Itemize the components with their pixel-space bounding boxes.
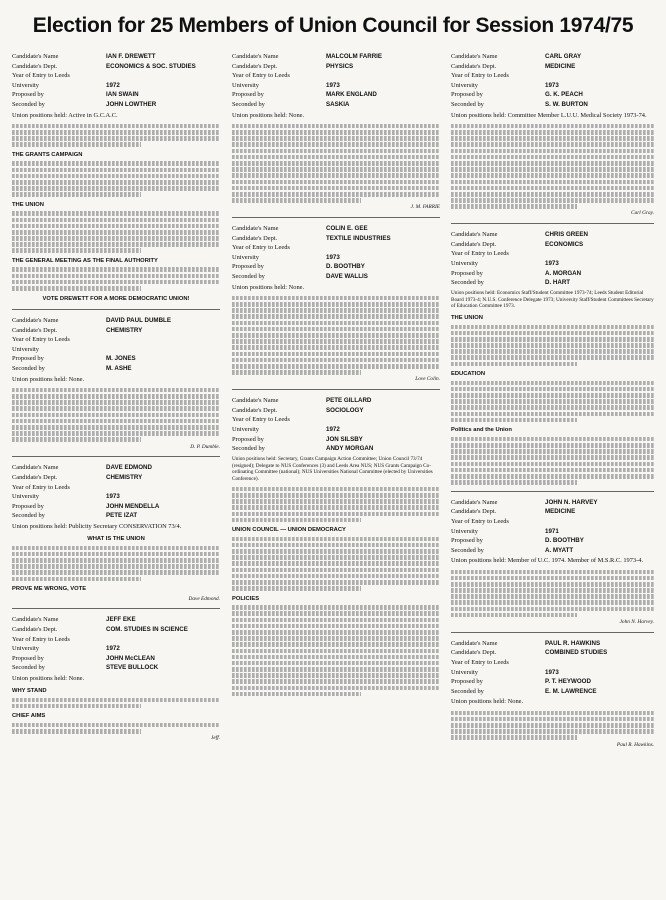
- candidate-signature: J. M. FARRIE: [410, 204, 440, 211]
- positions-held: Union positions held: None.: [12, 674, 85, 682]
- proposed-by: JOHN MENDELLA: [106, 502, 160, 510]
- positions-held: Union positions held: Secretary, Grants Campaign Action Committee; Union Council 73/74 (resigned); Delegate to NUS Conferences (3) and Leeds Area NUS; NUS Grants Campaign Co-ordinating Committee (national); NUS Universities National Committee (elected by Universities Conference).: [232, 455, 433, 482]
- candidate-year: 1971: [545, 527, 559, 535]
- candidate-dept: CHEMISTRY: [106, 326, 143, 334]
- proposed-by: G. K. PEACH: [545, 91, 583, 99]
- section-heading: VOTE DREWETT FOR A MORE DEMOCRATIC UNION!: [42, 295, 190, 302]
- seconded-by: M. ASHE: [106, 365, 132, 373]
- candidate-signature: D. P. Dumble.: [190, 443, 220, 450]
- candidate-year: 1972: [326, 425, 340, 433]
- seconded-by: D. HART: [545, 279, 571, 287]
- positions-held: Union positions held: Active in G.C.A.C.: [12, 111, 118, 119]
- proposed-by: D. BOOTHBY: [326, 263, 365, 271]
- seconded-by: PETE IZAT: [106, 512, 138, 520]
- candidate-block: Candidate's Name COLIN E. GEE Candidate's Dept. TEXTILE INDUSTRIES Year of Entry to Leeds University 1973 Proposed by D. BOOTHBY Seconded by DAVE WALLIS Union positions held: None. Love Colin.: [232, 225, 440, 383]
- candidate-block: Candidate's Name PETE GILLARD Candidate's Dept. SOCIOLOGY Year of Entry to Leeds University 1972 Proposed by JON SILSBY Seconded by ANDY MORGAN Union positions held: Secretary, Grants Campaign Action Committee; Union Council 73/74 (resigned); Delegate to NUS Conferences (3) and Leeds Area NUS; NUS Grants Campaign Co-ordinating Committee (national); NUS Universities National Committee (elected by Universities Conference). UNION COUNCIL — UNION DEMOCRACY POLICIES: [232, 396, 440, 696]
- section-heading: THE UNION: [12, 201, 44, 208]
- seconded-by: A. MYATT: [545, 546, 574, 554]
- candidate-block: Candidate's Name CHRIS GREEN Candidate's Dept. ECONOMICS Year of Entry to Leeds University 1973 Proposed by A. MORGAN Seconded by D. HART Union positions held: Economics Staff/Student Committee 1973-74; Leeds Student Editorial Board 1973-4; N.U.S. Conference Delegate 1973; University Staff/Student Committees Secretary of Education Committee 1973. THE UNION EDUCATION Politics and the Union: [451, 230, 654, 484]
- candidate-name: DAVID PAUL DUMBLE: [106, 317, 171, 325]
- proposed-by: A. MORGAN: [545, 269, 582, 277]
- section-heading: POLICIES: [232, 595, 260, 602]
- candidate-dept: SOCIOLOGY: [326, 406, 364, 414]
- candidate-dept: PHYSICS: [326, 62, 354, 70]
- seconded-by: S. W. BURTON: [545, 101, 588, 109]
- candidate-name: IAN F. DREWETT: [106, 53, 156, 60]
- candidate-name: MALCOLM FARRIE: [326, 53, 383, 60]
- positions-held: Union positions held: None.: [12, 375, 85, 383]
- candidate-block: Candidate's Name IAN F. DREWETT Candidate's Dept. ECONOMICS & SOC. STUDIES Year of Entry to Leeds University 1972 Proposed by IAN SWAIN Seconded by JOHN LOWTHER Union positions held: Active in G.C.A.C. THE GRANTS CAMPAIGN THE UNION THE GENERAL MEETING AS THE FINAL AUTHORITY VOTE DREWETT FOR A MORE DEMOCRATIC UNION!: [12, 52, 220, 303]
- proposed-by: M. JONES: [106, 355, 136, 363]
- candidate-dept: ECONOMICS & SOC. STUDIES: [106, 62, 196, 70]
- section-heading: UNION COUNCIL — UNION DEMOCRACY: [232, 527, 346, 534]
- proposed-by: JON SILSBY: [326, 435, 363, 443]
- candidate-signature: John N. Harvey.: [619, 619, 654, 626]
- column-2: [232, 52, 440, 698]
- positions-held: Union positions held: Publicity Secretary CONSERVATION 73/4.: [12, 522, 182, 530]
- candidate-year: 1973: [545, 81, 559, 89]
- candidate-block: Candidate's Name DAVID PAUL DUMBLE Candidate's Dept. CHEMISTRY Year of Entry to Leeds University Proposed by M. JONES Seconded by M. ASHE Union positions held: None. D. P. Dumble.: [12, 317, 220, 450]
- candidate-year: 1973: [326, 253, 340, 261]
- positions-held: Union positions held: None.: [451, 698, 524, 706]
- section-heading: WHAT IS THE UNION: [87, 536, 145, 543]
- proposed-by: JOHN McCLEAN: [106, 654, 155, 662]
- candidate-dept: MEDICINE: [545, 508, 576, 516]
- candidate-signature: Love Colin.: [415, 376, 440, 383]
- candidate-block: Candidate's Name PAUL R. HAWKINS Candidate's Dept. COMBINED STUDIES Year of Entry to Leeds University 1973 Proposed by P. T. HEYWOOD Seconded by E. M. LAWRENCE Union positions held: None. Paul R. Hawkins.: [451, 639, 654, 748]
- seconded-by: DAVE WALLIS: [326, 273, 368, 281]
- section-heading: PROVE ME WRONG, VOTE: [12, 586, 87, 593]
- positions-held: Union positions held: Member of U.C. 1974. Member of M.S.R.C. 1973-4.: [451, 557, 644, 565]
- proposed-by: MARK ENGLAND: [326, 91, 377, 99]
- candidate-signature: Dave Edmond.: [188, 595, 220, 602]
- candidate-block: Candidate's Name MALCOLM FARRIE Candidate's Dept. PHYSICS Year of Entry to Leeds University 1973 Proposed by MARK ENGLAND Seconded by SASKIA Union positions held: None. J. M. FARRIE: [232, 53, 440, 211]
- candidate-name: CHRIS GREEN: [545, 231, 588, 239]
- candidate-year: 1973: [545, 668, 559, 676]
- section-heading: THE GENERAL MEETING AS THE FINAL AUTHORITY: [12, 258, 158, 265]
- column-1: [12, 52, 220, 742]
- candidate-dept: TEXTILE INDUSTRIES: [326, 234, 391, 242]
- positions-held: Union positions held: None.: [232, 111, 305, 119]
- proposed-by: P. T. HEYWOOD: [545, 678, 591, 686]
- proposed-by: D. BOOTHBY: [545, 537, 584, 545]
- candidate-year: 1973: [106, 493, 120, 501]
- page-headline: Election for 25 Members of Union Council for Session 1974/75: [32, 14, 634, 37]
- seconded-by: E. M. LAWRENCE: [545, 687, 597, 695]
- positions-held: Union positions held: Economics Staff/Student Committee 1973-74; Leeds Student Editorial Board 1973-4; N.U.S. Conference Delegate 1973; University Staff/Student Committees Secretary of Education Committee 1973.: [451, 289, 654, 310]
- candidate-name: JEFF EKE: [106, 616, 136, 624]
- column-3: [451, 52, 654, 748]
- seconded-by: SASKIA: [326, 101, 350, 109]
- candidate-dept: MEDICINE: [545, 62, 576, 70]
- candidate-year: 1972: [106, 645, 120, 653]
- candidate-year: 1973: [545, 260, 559, 268]
- section-heading: THE UNION: [451, 315, 483, 322]
- candidate-block: Candidate's Name DAVE EDMOND Candidate's Dept. CHEMISTRY Year of Entry to Leeds University 1973 Proposed by JOHN MENDELLA Seconded by PETE IZAT Union positions held: Publicity Secretary CONSERVATION 73/4. WHAT IS THE UNION PROVE ME WRONG, VOTE Dave Edmond.: [12, 464, 220, 602]
- section-heading: WHY STAND: [12, 688, 47, 695]
- candidate-dept: COMBINED STUDIES: [545, 649, 608, 657]
- candidate-name: JOHN N. HARVEY: [545, 498, 598, 506]
- candidate-signature: Paul R. Hawkins.: [616, 741, 654, 748]
- candidate-year: 1972: [106, 81, 120, 89]
- seconded-by: JOHN LOWTHER: [106, 101, 157, 109]
- candidate-dept: ECONOMICS: [545, 240, 584, 248]
- candidate-signature: Carl Gray.: [631, 210, 654, 217]
- positions-held: Union positions held: Committee Member L.U.U. Medical Society 1973-74.: [451, 111, 647, 119]
- candidate-dept: COM. STUDIES IN SCIENCE: [106, 625, 188, 633]
- seconded-by: STEVE BULLOCK: [106, 664, 159, 672]
- section-heading: EDUCATION: [451, 371, 486, 378]
- candidate-block: Candidate's Name JEFF EKE Candidate's Dept. COM. STUDIES IN SCIENCE Year of Entry to Leeds University 1972 Proposed by JOHN McCLEAN Seconded by STEVE BULLOCK Union positions held: None. WHY STAND CHIEF AIMS Jeff.: [12, 616, 220, 742]
- candidate-year: 1973: [326, 81, 340, 89]
- section-heading: CHIEF AIMS: [12, 713, 46, 720]
- section-heading: THE GRANTS CAMPAIGN: [12, 152, 83, 158]
- candidate-name: COLIN E. GEE: [326, 225, 368, 233]
- candidate-dept: CHEMISTRY: [106, 473, 143, 481]
- candidate-name: CARL GRAY: [545, 53, 582, 60]
- seconded-by: ANDY MORGAN: [326, 445, 374, 453]
- section-heading: Politics and the Union: [451, 427, 512, 434]
- proposed-by: IAN SWAIN: [106, 91, 139, 99]
- candidate-block: Candidate's Name CARL GRAY Candidate's Dept. MEDICINE Year of Entry to Leeds University 1973 Proposed by G. K. PEACH Seconded by S. W. BURTON Union positions held: Committee Member L.U.U. Medical Society 1973-74. Carl Gray.: [451, 53, 654, 217]
- candidate-block: Candidate's Name JOHN N. HARVEY Candidate's Dept. MEDICINE Year of Entry to Leeds University 1971 Proposed by D. BOOTHBY Seconded by A. MYATT Union positions held: Member of U.C. 1974. Member of M.S.R.C. 1973-4. John N. Harvey.: [451, 498, 654, 626]
- candidate-name: PAUL R. HAWKINS: [545, 639, 601, 647]
- candidate-signature: Jeff.: [211, 735, 220, 742]
- positions-held: Union positions held: None.: [232, 283, 305, 291]
- candidate-name: PETE GILLARD: [326, 397, 372, 405]
- candidate-name: DAVE EDMOND: [106, 464, 152, 472]
